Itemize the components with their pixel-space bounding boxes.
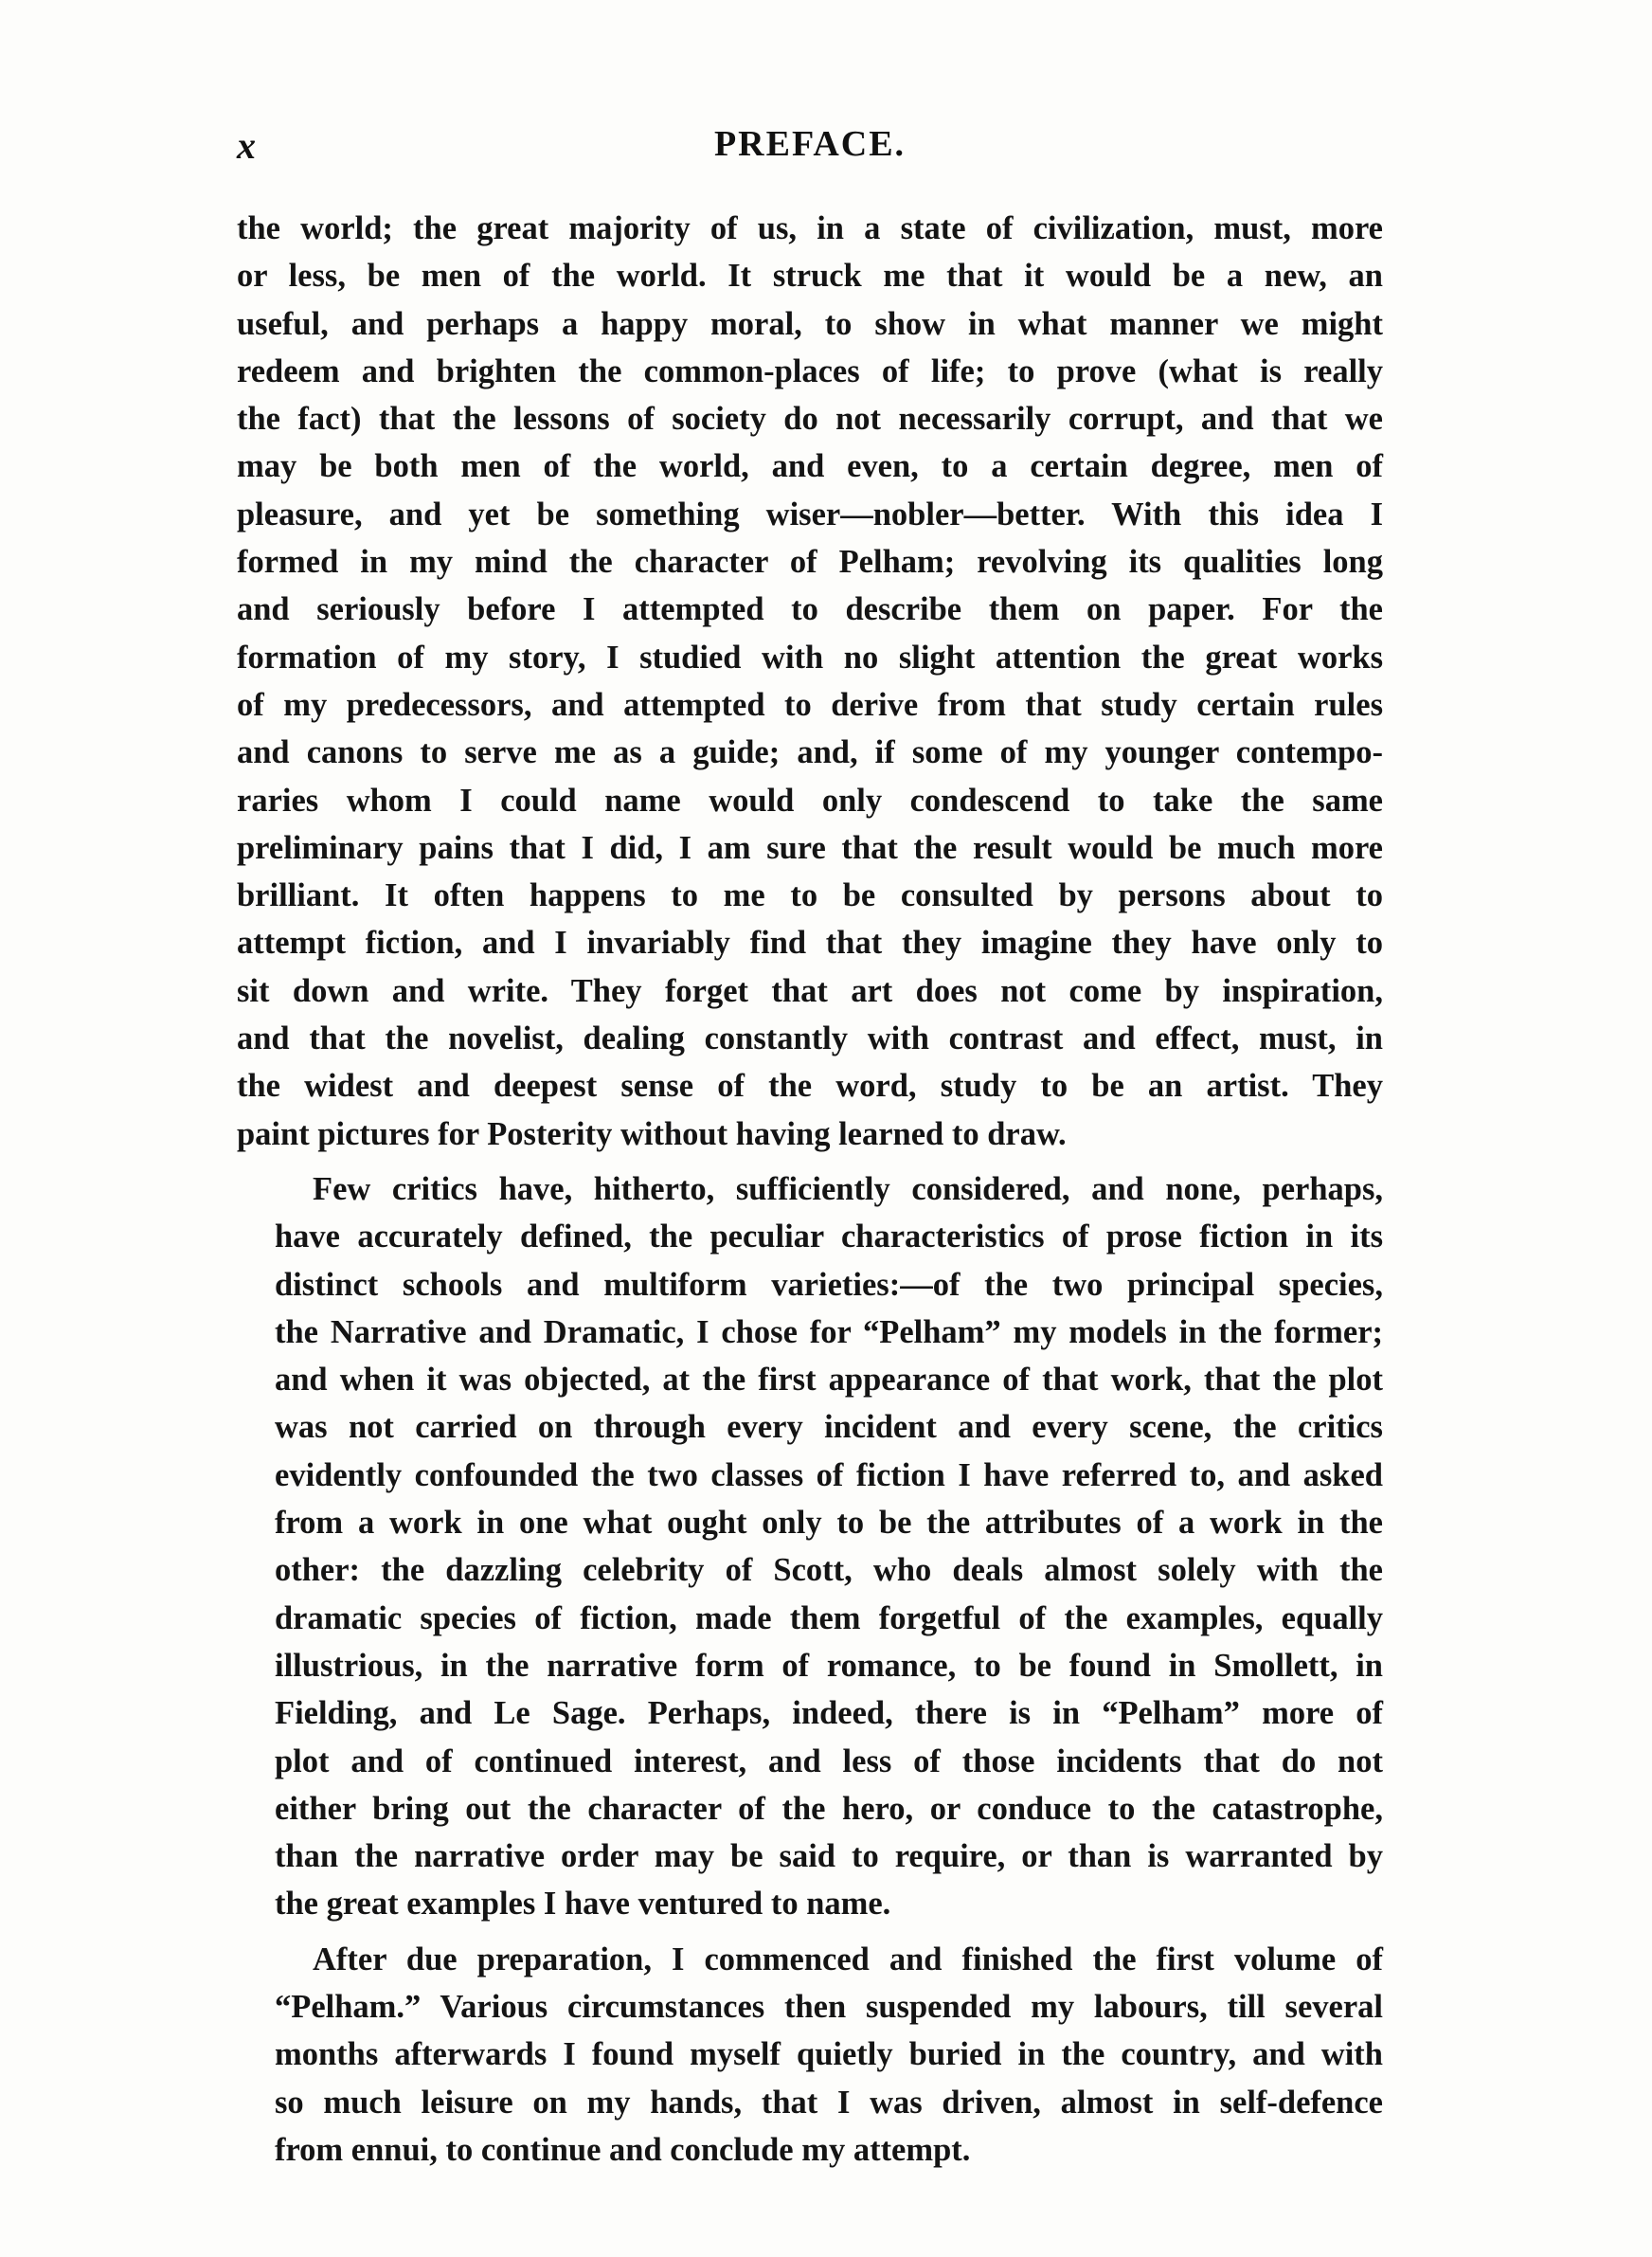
text-line: and when it was objected, at the first appearance of that work, that the plot (275, 1362, 1383, 1399)
text-line: paint pictures for Posterity without having learned to draw. (237, 1115, 1067, 1152)
paragraph-1 (237, 205, 1383, 1158)
text-line: than the narrative order may be said to require, or than is warranted by (275, 1838, 1383, 1875)
text-line: either bring out the character of the hero, or conduce to the catastrophe, (275, 1790, 1383, 1827)
text-line: and canons to serve me as a guide; and, if some of my younger contempo- (237, 734, 1383, 771)
text-line: dramatic species of fiction, made them forgetful of the examples, equally (275, 1599, 1383, 1636)
text-line: illustrious, in the narrative form of romance, to be found in Smollett, in (275, 1647, 1383, 1684)
text-line: distinct schools and multiform varieties:—of the two principal species, (275, 1266, 1383, 1303)
text-line: from a work in one what ought only to be the attributes of a work in the (275, 1505, 1383, 1542)
text-line: attempt fiction, and I invariably find that they imagine they have only to (237, 925, 1383, 962)
text-line: from ennui, to continue and conclude my attempt. (275, 2131, 971, 2168)
preface-body (237, 205, 1383, 2174)
text-line: the widest and deepest sense of the word, study to be an artist. They (237, 1068, 1383, 1105)
text-line: Fielding, and Le Sage. Perhaps, indeed, there is in “Pelham” more of (275, 1695, 1383, 1732)
text-line: other: the dazzling celebrity of Scott, who deals almost solely with the (275, 1552, 1383, 1589)
text-line: useful, and perhaps a happy moral, to show in what manner we might (237, 305, 1383, 342)
text-line: “Pelham.” Various circumstances then suspended my labours, till several (275, 1988, 1383, 2025)
text-line: months afterwards I found myself quietly buried in the country, and with (275, 2036, 1383, 2073)
page-number: x (237, 124, 256, 167)
page-header (237, 123, 1383, 180)
paragraph-3 (237, 1936, 1383, 2174)
text-line: the great examples I have ventured to name. (275, 1886, 891, 1923)
text-line: evidently confounded the two classes of fiction I have referred to, and asked (275, 1456, 1383, 1493)
text-line: or less, be men of the world. It struck me that it would be a new, an (237, 258, 1383, 295)
text-line: may be both men of the world, and even, to a certain degree, men of (237, 448, 1383, 485)
text-line: formation of my story, I studied with no slight attention the great works (237, 639, 1383, 676)
text-line: sit down and write. They forget that art does not come by inspiration, (237, 972, 1383, 1009)
text-line: Few critics have, hitherto, sufficiently considered, and none, perhaps, (313, 1170, 1383, 1207)
paragraph-2 (237, 1165, 1383, 1928)
running-head: PREFACE. (713, 124, 907, 164)
text-line: pleasure, and yet be something wiser—nobler—better. With this idea I (237, 496, 1383, 533)
text-line: the fact) that the lessons of society do not necessarily corrupt, and that we (237, 401, 1383, 438)
text-line: raries whom I could name would only condescend to take the same (237, 782, 1383, 819)
text-line: preliminary pains that I did, I am sure that the result would be much more (237, 829, 1383, 866)
text-line: formed in my mind the character of Pelham; revolving its qualities long (237, 544, 1383, 581)
text-line: so much leisure on my hands, that I was driven, almost in self-defence (275, 2084, 1383, 2121)
text-line: and seriously before I attempted to describe them on paper. For the (237, 591, 1383, 628)
text-line: and that the novelist, dealing constantly with contrast and effect, must, in (237, 1020, 1383, 1057)
text-line: plot and of continued interest, and less of those incidents that do not (275, 1742, 1383, 1779)
text-line: redeem and brighten the common-places of life; to prove (what is really (237, 352, 1383, 389)
text-line: was not carried on through every incident and every scene, the critics (275, 1409, 1383, 1446)
text-line: After due preparation, I commenced and finished the first volume of (313, 1941, 1383, 1977)
text-line: of my predecessors, and attempted to derive from that study certain rules (237, 686, 1383, 723)
text-line: the Narrative and Dramatic, I chose for “Pelham” my models in the former; (275, 1313, 1383, 1350)
text-line: brilliant. It often happens to me to be consulted by persons about to (237, 877, 1383, 914)
text-line: the world; the great majority of us, in a state of civilization, must, more (237, 210, 1383, 246)
text-line: have accurately defined, the peculiar characteristics of prose fiction in its (275, 1219, 1383, 1255)
